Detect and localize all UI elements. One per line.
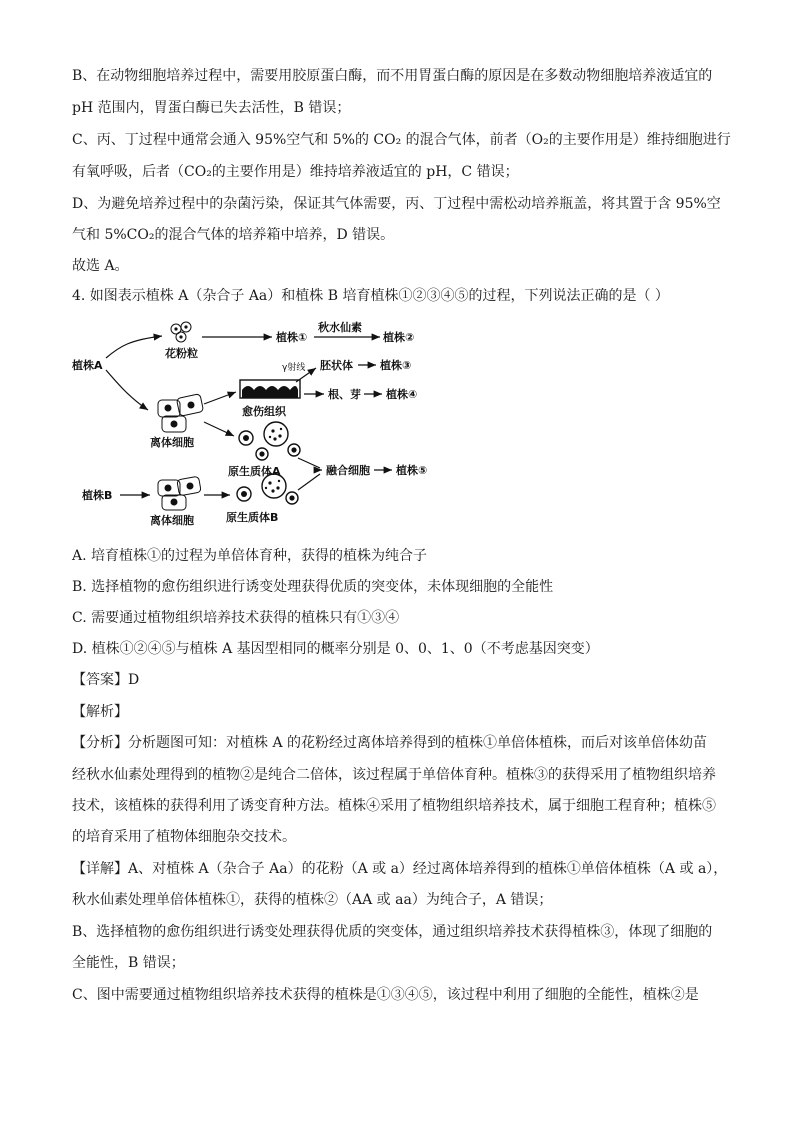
option-b: B. 选择植物的愈伤组织进行诱变处理获得优质的突变体，未体现细胞的全能性 [72, 579, 554, 595]
isolated-cell-b-label: 离体细胞 [150, 514, 194, 527]
arrow [106, 336, 162, 358]
callus-label: 愈伤组织 [242, 405, 286, 418]
arrow [298, 458, 320, 468]
question-stem: 4. 如图表示植株 A（杂合子 Aa）和植株 B 培育植株①②③④⑤的过程，下列说法正确的是（ ） [72, 288, 669, 304]
text-line: C、图中需要通过植物组织培养技术获得的植株是①③④⑤，该过程中利用了细胞的全能性，植株②是 [72, 987, 699, 1003]
plant-3-label: 植株③ [380, 359, 412, 372]
analysis-heading: 【解析】 [72, 704, 128, 720]
fused-cell-label: 融合细胞 [326, 464, 370, 477]
text-line: B、在动物细胞培养过程中，需要用胶原蛋白酶，而不用胃蛋白酶的原因是在多数动物细胞培养液适宜的 [72, 68, 713, 84]
pollen-label: 花粉粒 [165, 347, 198, 360]
plant-1-label: 植株① [276, 331, 308, 344]
gamma-label: γ射线 [282, 363, 306, 373]
text-line: 技术，该植株的获得利用了诱变育种方法。植株④采用了植物组织培养技术，属于细胞工程育种；植株⑤ [72, 798, 716, 814]
protoplast-b-label: 原生质体B [226, 511, 279, 524]
text-line: 气和 5%CO₂的混合气体的培养箱中培养，D 错误。 [72, 227, 395, 243]
option-a: A. 培育植株①的过程为单倍体育种，获得的植株为纯合子 [72, 548, 428, 564]
arrow [204, 392, 236, 404]
arrow [298, 474, 320, 490]
arrow [204, 422, 234, 436]
colchicine-label: 秋水仙素 [318, 321, 362, 334]
isolated-cells-b-icon [158, 476, 201, 510]
text-line: 经秋水仙素处理得到的植物②是纯合二倍体，该过程属于单倍体育种。植株③的获得采用了植物组织培养 [72, 767, 716, 783]
breeding-diagram [70, 318, 470, 530]
embryoid-label: 胚状体 [320, 359, 353, 372]
plant-2-label: 植株② [383, 331, 415, 344]
text-line: 秋水仙素处理单倍体植株①，获得的植株②（AA 或 aa）为纯合子，A 错误； [72, 892, 553, 908]
text-line: 全能性，B 错误； [72, 955, 185, 971]
text-line: pH 范围内，胃蛋白酶已失去活性，B 错误； [72, 100, 351, 116]
isolated-cell-a-label: 离体细胞 [150, 436, 194, 449]
isolated-cells-icon [158, 394, 204, 432]
text-line: 故选 A。 [72, 258, 129, 274]
callus-icon [240, 380, 300, 398]
root-bud-label: 根、芽 [328, 388, 361, 401]
option-c: C. 需要通过植物组织培养技术获得的植株只有①③④ [72, 610, 400, 626]
protoplast-b-icon [237, 474, 298, 504]
answer-line: 【答案】D [72, 672, 140, 688]
text-line: 【分析】分析题图可知：对植株 A 的花粉经过离体培养得到的植株①单倍体植株，而后对该单倍体幼苗 [72, 735, 708, 751]
plant-5-label: 植株⑤ [396, 464, 428, 477]
text-line: 【详解】A、对植株 A（杂合子 Aa）的花粉（A 或 a）经过离体培养得到的植株①单倍体植株（A 或 a）， [72, 861, 728, 877]
text-line: 的培育采用了植物体细胞杂交技术。 [72, 829, 296, 845]
pollen-icon [171, 322, 191, 342]
protoplast-a-icon [239, 422, 300, 460]
text-line: 有氧呼吸，后者（CO₂的主要作用是）维持培养液适宜的 pH，C 错误； [72, 164, 519, 180]
plant-b-label: 植株B [82, 489, 113, 502]
arrow [106, 370, 148, 410]
text-line: C、丙、丁过程中通常会通入 95%空气和 5%的 CO₂ 的混合气体，前者（O₂的主要作用是）维持细胞进行 [72, 132, 731, 148]
option-d: D. 植株①②④⑤与植株 A 基因型相同的概率分别是 0、0、1、0（不考虑基因突变） [72, 641, 599, 657]
plant-a-label: 植株A [72, 359, 103, 372]
text-line: D、为避免培养过程中的杂菌污染，保证其气体需要，丙、丁过程中需松动培养瓶盖，将其置于含 95%空 [72, 196, 721, 212]
text-line: B、选择植物的愈伤组织进行诱变处理获得优质的突变体，通过组织培养技术获得植株③，体现了细胞的 [72, 924, 713, 940]
protoplast-a-label: 原生质体A [228, 465, 281, 478]
plant-4-label: 植株④ [386, 388, 418, 401]
